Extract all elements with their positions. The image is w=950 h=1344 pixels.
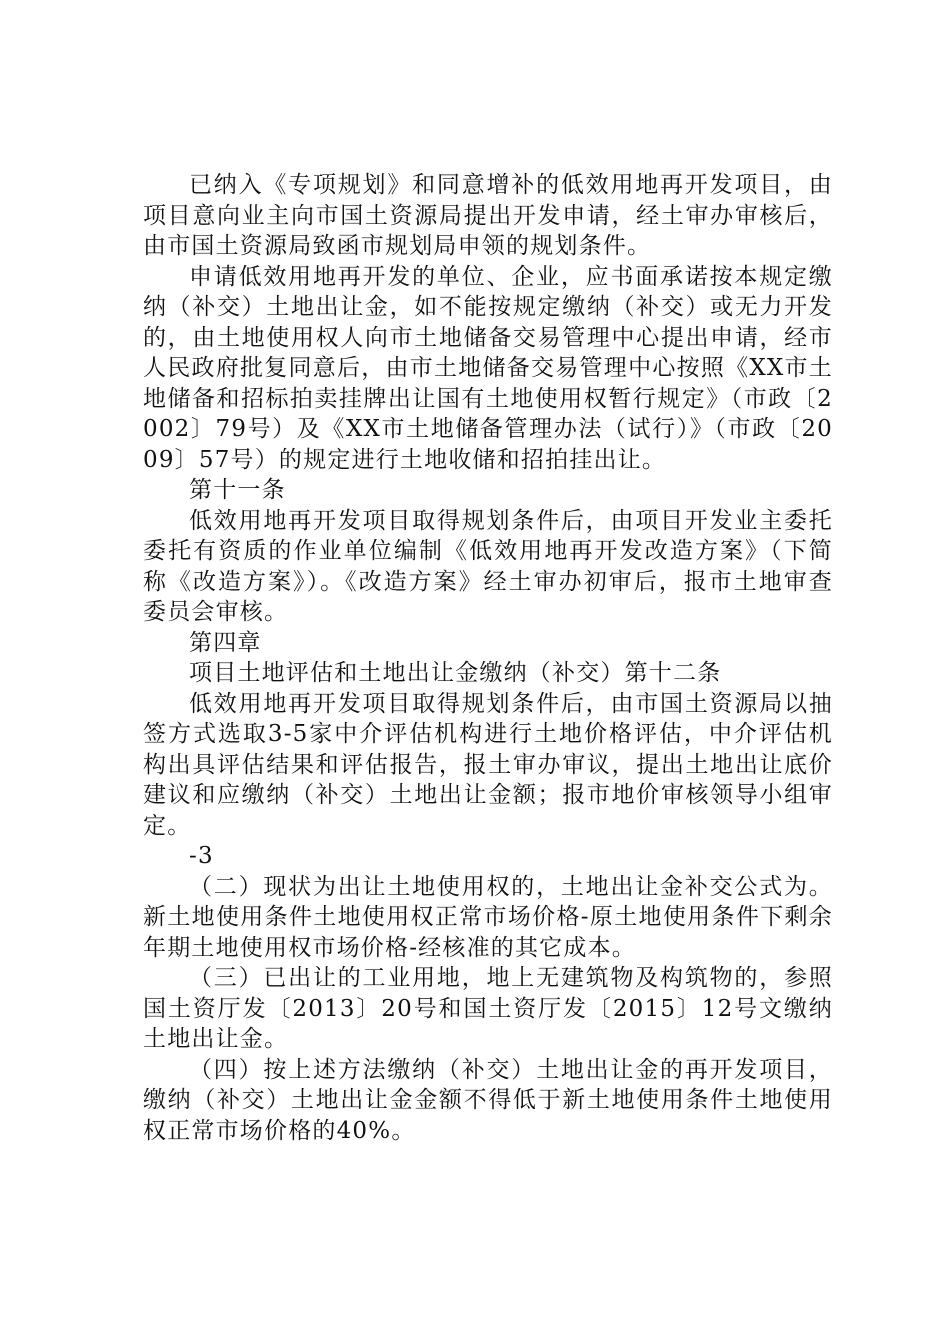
paragraph-7: （四）按上述方法缴纳（补交）土地出让金的再开发项目，缴纳（补交）土地出让金金额不得低于新土地使用条件土地使用权正常市场价格的40%。 <box>143 1056 833 1144</box>
paragraph-1: 已纳入《专项规划》和同意增补的低效用地再开发项目，由项目意向业主向市国土资源局提出开发申请，经土审办审核后，由市国土资源局致函市规划局申领的规划条件。 <box>143 172 833 259</box>
page-number: -3 <box>189 843 214 869</box>
chapter-heading-4: 第四章 <box>189 629 262 656</box>
paragraph-2: 申请低效用地再开发的单位、企业，应书面承诺按本规定缴纳（补交）土地出让金，如不能按规定缴纳（补交）或无力开发的，由土地使用权人向市土地储备交易管理中心提出申请，经市人民政府批复同意后，由市土地储备交易管理中心按照《XX市土地储备和招标拍卖挂牌出让国有土地使用权暂行规定》（市政〔2002〕79号）及《XX市土地储备管理办法（试行）》（市政〔2009〕57号）的规定进行土地收储和招拍挂出让。 <box>143 263 833 473</box>
paragraph-3: 低效用地再开发项目取得规划条件后，由项目开发业主委托委托有资质的作业单位编制《低效用地再开发改造方案》（下简称《改造方案》）。《改造方案》经土审办初审后，报市土地审查委员会审核。 <box>143 507 833 625</box>
document-body <box>143 170 833 1146</box>
section-heading: 项目土地评估和土地出让金缴纳（补交）第十二条 <box>189 660 722 686</box>
paragraph-6: （三）已出让的工业用地，地上无建筑物及构筑物的，参照国土资厅发〔2013〕20号和国土资厅发〔2015〕12号文缴纳土地出让金。 <box>143 965 833 1052</box>
paragraph-4: 低效用地再开发项目取得规划条件后，由市国土资源局以抽签方式选取3-5家中介评估机构进行土地价格评估，中介评估机构出具评估结果和评估报告，报土审办审议，提出土地出让底价建议和应缴纳（补交）土地出让金额；报市地价审核领导小组审定。 <box>143 690 833 839</box>
paragraph-5: （二）现状为出让土地使用权的，土地出让金补交公式为。新土地使用条件土地使用权正常市场价格-原土地使用条件下剩余年期土地使用权市场价格-经核准的其它成本。 <box>143 873 833 961</box>
article-heading-11: 第十一条 <box>189 477 286 503</box>
